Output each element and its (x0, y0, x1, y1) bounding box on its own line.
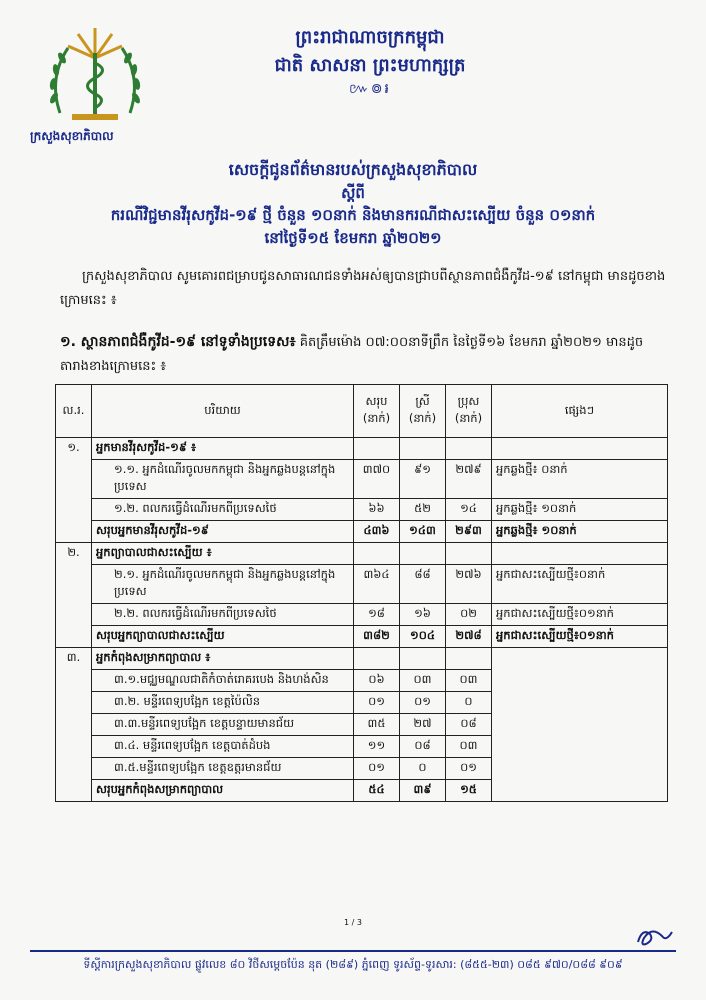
total-description: សរុបអ្នកព្យាបាលជាសះស្បើយ (92, 626, 354, 648)
total-total: ៣៨២ (354, 626, 400, 648)
row-other: អ្នកជាសះស្បើយថ្មី៖០នាក់ (492, 565, 668, 604)
table-row (56, 648, 668, 670)
row-description: ៣.២. មន្ទីរពេទ្យបង្អែក ខេត្តប៉ៃលិន (114, 694, 261, 708)
row-male: ២៧៦ (446, 565, 492, 604)
row-male: ០៨ (446, 714, 492, 736)
row-description: ២.២. ពលករធ្វើដំណើរមកពីប្រទេសថៃ (114, 606, 277, 620)
row-description: ៣.៥.មន្ទីរពេទ្យបង្អែក ខេត្តឧត្តរមានជ័យ (114, 760, 282, 774)
row-total: ៣៥ (354, 714, 400, 736)
row-total: ០១ (354, 758, 400, 780)
row-male: ០១ (446, 758, 492, 780)
total-total: ៤៣៦ (354, 521, 400, 543)
total-male: ២៩៣ (446, 521, 492, 543)
table-total-row (56, 521, 668, 543)
total-other: អ្នកឆ្លងថ្មី៖ ១០នាក់ (492, 521, 668, 543)
row-other: អ្នកឆ្លងថ្មី៖ ០នាក់ (492, 460, 668, 499)
row-female: ០១ (400, 692, 446, 714)
header-description: បរិយាយ (92, 385, 354, 438)
row-description: ៣.១.មជ្ឈមណ្ឌលជាតិកំចាត់រោគរបេង និងហង់សិន (114, 672, 329, 686)
table-row (56, 543, 668, 565)
total-female: ១០៤ (400, 626, 446, 648)
kingdom-title: ព្រះរាជាណាចក្រកម្ពុជា (295, 27, 445, 48)
table-header-row (56, 385, 668, 438)
table-row (56, 460, 668, 499)
ministry-name: ក្រសួងសុខាភិបាល (30, 129, 114, 143)
row-male: ០៣ (446, 670, 492, 692)
total-other: អ្នកជាសះស្បើយថ្មី៖០១នាក់ (492, 626, 668, 648)
total-female: ១៤៣ (400, 521, 446, 543)
header-total: សរុប (នាក់) (354, 385, 400, 438)
total-male: ១៥ (446, 780, 492, 802)
header-ornament: ៚៙៛ (349, 81, 391, 97)
group-3-title: អ្នកកំពុងសម្រាកព្យាបាល ៖ (92, 648, 354, 670)
row-other: អ្នកជាសះស្បើយថ្មី៖០១នាក់ (492, 604, 668, 626)
footer-address: ទីស្តីការក្រសួងសុខាភិបាល ផ្លូវលេខ ៨០ វិថីសម្ដេចប៉ែន នុត (២៨៩) ភ្នំពេញ ទូរស័ព្ទ-ទូរសារ: (៨៥៥-២៣) ០៨៥ ៩៧០/០៨៨ ៩០៩ (83, 958, 623, 971)
row-female: ៩១ (400, 460, 446, 499)
ministry-logo-icon (40, 18, 150, 128)
page-number: 1 / 3 (344, 918, 362, 927)
row-total: ៣៧០ (354, 460, 400, 499)
row-description: ២.១. អ្នកដំណើរចូលមកកម្ពុជា និងអ្នកឆ្លងបន្តនៅក្នុងប្រទេស (114, 567, 336, 598)
row-total: ៣៦៤ (354, 565, 400, 604)
covid-status-table (55, 384, 668, 802)
intro-paragraph (60, 265, 670, 313)
table-row (56, 499, 668, 521)
header-male: ប្រុស (នាក់) (446, 385, 492, 438)
row-female: ១៦ (400, 604, 446, 626)
total-description: សរុបអ្នកកំពុងសម្រាកព្យាបាល (92, 780, 354, 802)
row-female: ៥២ (400, 499, 446, 521)
row-other: អ្នកឆ្លងថ្មី៖ ១០នាក់ (492, 499, 668, 521)
row-description: ១.១. អ្នកដំណើរចូលមកកម្ពុជា និងអ្នកឆ្លងបន្តនៅក្នុងប្រទេស (114, 462, 336, 493)
total-female: ៣៩ (400, 780, 446, 802)
group-2-title: អ្នកព្យាបាលជាសះស្បើយ ៖ (92, 543, 354, 565)
header-female: ស្រី (នាក់) (400, 385, 446, 438)
row-total: ៦៦ (354, 499, 400, 521)
group-3-number: ៣. (56, 648, 92, 802)
row-total: ១១ (354, 736, 400, 758)
row-description: ៣.៤. មន្ទីរពេទ្យបង្អែក ខេត្តបាត់ដំបង (114, 738, 271, 752)
document-date: នៅថ្ងៃទី១៥ ខែមករា ឆ្នាំ២០២១ (264, 229, 442, 247)
row-female: ២៧ (400, 714, 446, 736)
section-1-text: គិតត្រឹមម៉ោង ០៧:០០នាទីព្រឹក នៃថ្ងៃទី១៦ ខែមករា ឆ្នាំ២០២១ មានដូចតារាងខាងក្រោមនេះ ៖ (60, 335, 644, 374)
group-1-number: ១. (56, 438, 92, 543)
nation-motto: ជាតិ សាសនា ព្រះមហាក្សត្រ (274, 55, 466, 76)
row-male: ០៣ (446, 736, 492, 758)
row-male: ០ (446, 692, 492, 714)
row-female: ០៣ (400, 670, 446, 692)
row-total: ០៦ (354, 670, 400, 692)
section-1-heading: ១. ស្ថានភាពជំងឺកូវីដ-១៩ នៅទូទាំងប្រទេស៖ (60, 334, 296, 350)
row-total: ០១ (354, 692, 400, 714)
section-1 (60, 330, 670, 379)
total-total: ៥៤ (354, 780, 400, 802)
group-1-title: អ្នកមានវីរុសកូវីដ-១៩ ៖ (92, 438, 354, 460)
total-description: សរុបអ្នកមានវីរុសកូវីដ-១៩ (92, 521, 354, 543)
intro-text: ក្រសួងសុខាភិបាល សូមគោរពជម្រាបជូនសាធារណជនទាំងអស់ឲ្យបានជ្រាបពីស្ថានភាពជំងឺកូវីដ-១៩ នៅកម្ពុជា មានដូចខាងក្រោមនេះ ៖ (60, 269, 666, 308)
header-no: ល.រ. (56, 385, 92, 438)
table-total-row (56, 626, 668, 648)
row-female: ០ (400, 758, 446, 780)
kingdom-header (250, 24, 490, 98)
row-male: ១៤ (446, 499, 492, 521)
document-subject-label: ស្តីពី (341, 184, 365, 202)
table-row (56, 604, 668, 626)
group-2-number: ២. (56, 543, 92, 648)
row-male: ២៧៩ (446, 460, 492, 499)
row-female: ៨៨ (400, 565, 446, 604)
row-description: ១.២. ពលករធ្វើដំណើរមកពីប្រទេសថៃ (114, 501, 277, 515)
table-row (56, 565, 668, 604)
row-total: ១៨ (354, 604, 400, 626)
footer-divider (30, 950, 676, 952)
signature-icon (632, 922, 680, 952)
row-male: ០២ (446, 604, 492, 626)
document-title-block (30, 158, 676, 250)
document-title: សេចក្តីជូនព័ត៌មានរបស់ក្រសួងសុខាភិបាល (228, 160, 478, 179)
header-other: ផ្សេងៗ (492, 385, 668, 438)
table-row (56, 438, 668, 460)
total-male: ២៧៨ (446, 626, 492, 648)
row-female: ០៨ (400, 736, 446, 758)
document-subject: ករណីវិជ្ជមានវីរុសកូវីដ-១៩ ថ្មី ចំនួន ១០នាក់ និងមានករណីជាសះស្បើយ ចំនួន ០១នាក់ (110, 206, 596, 224)
row-description: ៣.៣.មន្ទីរពេទ្យបង្អែក ខេត្តបន្ទាយមានជ័យ (114, 716, 295, 730)
